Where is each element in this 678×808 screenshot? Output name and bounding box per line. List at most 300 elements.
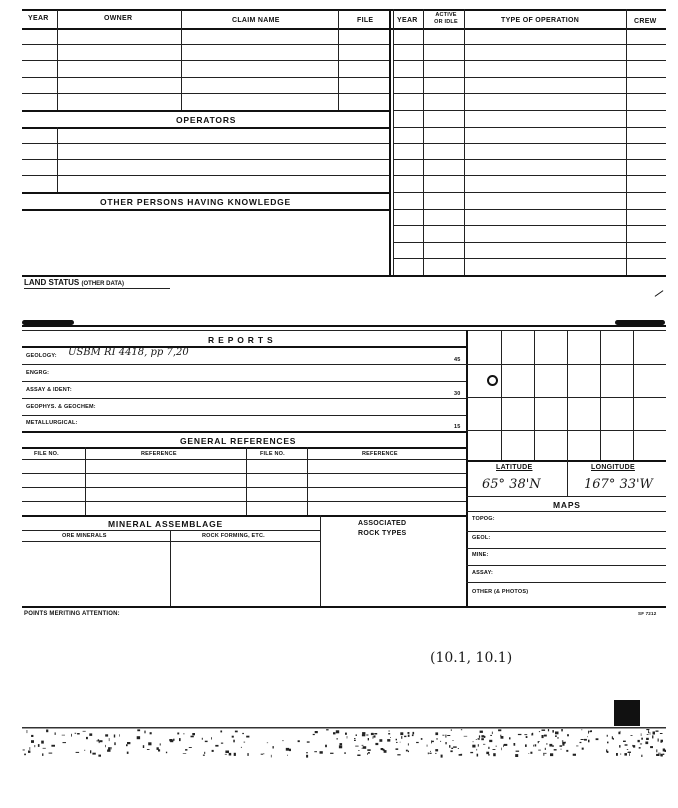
scan-noise-dot [640,744,642,745]
scan-noise-dot [650,732,651,735]
scan-noise-dot [127,742,130,744]
scan-noise-dot [86,737,88,739]
scan-noise-dot [538,741,540,742]
scan-noise-dot [449,745,450,748]
scan-noise-dot [232,736,234,738]
scan-noise-dot [567,734,569,736]
location-marker-icon [487,375,498,386]
scan-noise-dot [408,751,409,753]
scan-noise-dot [77,733,80,735]
scan-noise-dot [358,750,359,751]
scan-noise-dot [526,736,528,738]
scan-noise-dot [345,733,347,735]
scan-noise-dot [28,751,30,753]
scan-noise-dot [340,743,343,745]
scan-noise-dot [555,735,557,737]
scan-noise-dot [401,736,402,739]
scan-noise-dot [413,732,415,734]
scan-noise-dot [137,736,140,739]
scan-noise-dot [354,740,356,741]
scan-noise-dot [412,735,414,737]
scan-noise-dot [390,737,391,738]
scan-noise-dot [396,739,397,741]
maps-row-mine: MINE: [472,552,489,558]
scan-noise-dot [158,749,160,751]
scan-noise-dot [459,754,462,756]
scan-noise-dot [320,751,323,754]
scan-noise-dot [98,739,99,741]
scan-noise-dot [451,729,452,730]
scan-noise-dot [645,742,648,745]
scan-noise-dot [430,751,431,752]
scan-noise-dot [498,729,501,731]
scan-noise-dot [229,753,232,756]
col-ore-minerals: ORE MINERALS [62,533,107,539]
col-rock-forming: ROCK FORMING, ETC. [202,533,265,539]
scan-noise-dot [183,733,184,734]
scan-noise-dot [286,748,289,751]
scan-noise-dot [616,753,618,756]
scan-noise-dot [114,742,115,745]
scan-noise-dot [408,732,410,734]
scan-noise-dot [516,751,520,752]
scan-noise-dot [543,753,547,754]
scan-noise-dot [547,743,548,745]
scan-noise-dot [542,735,544,738]
scan-noise-dot [588,740,590,743]
scan-noise-dot [509,737,511,739]
scan-noise-dot [212,750,214,752]
scan-noise-dot [441,755,443,758]
scan-noise-dot [533,745,534,747]
scan-noise-dot [406,750,408,752]
scan-noise-dot [287,755,288,756]
scan-noise-dot [31,735,33,737]
scan-noise-dot [51,745,55,747]
scan-noise-dot [241,747,242,748]
other-persons-heading: OTHER PERSONS HAVING KNOWLEDGE [100,197,292,207]
maps-row-assay: ASSAY: [472,570,494,576]
scan-noise-dot [220,731,222,733]
scan-noise-dot [90,750,91,753]
scan-noise-strip [22,725,666,770]
scan-noise-dot [514,743,516,746]
scan-noise-dot [632,745,633,747]
maps-title: MAPS [553,500,581,510]
scan-noise-dot [566,750,568,752]
scan-noise-dot [554,749,557,750]
scan-noise-dot [542,730,546,731]
scan-noise-dot [532,733,533,736]
maps-row-geol: GEOL: [472,535,491,541]
scan-noise-dot [641,738,643,740]
scan-noise-dot [458,748,459,749]
latitude-label: LATITUDE [496,464,533,471]
scan-noise-dot [552,730,554,733]
scan-noise-dot [31,740,34,743]
report-code: 30 [454,391,461,397]
scan-noise-dot [105,734,108,736]
scan-noise-dot [544,735,547,737]
scan-noise-dot [389,733,390,734]
scan-noise-dot [315,731,318,733]
scan-noise-dot [166,752,167,754]
scan-noise-dot [653,732,656,735]
scan-noise-dot [504,744,507,746]
scan-noise-dot [83,731,86,732]
scan-noise-dot [148,742,151,745]
mineral-assemblage-title: MINERAL ASSEMBLAGE [108,519,223,529]
scan-noise-dot [247,753,248,756]
scan-noise-dot [119,734,120,736]
scan-noise-dot [538,750,541,751]
col-reference-1: REFERENCE [141,451,177,457]
scan-noise-dot [107,750,110,752]
scan-noise-dot [205,741,208,742]
scan-noise-dot [368,752,370,754]
scan-noise-dot [627,752,630,753]
scan-noise-dot [493,753,496,756]
scan-noise-dot [289,749,291,751]
scan-noise-dot [641,755,642,757]
scan-noise-dot [367,749,370,751]
scan-noise-dot [362,745,364,746]
form-code: SF 7212 [638,611,657,616]
scan-noise-dot [584,739,587,741]
scan-noise-dot [408,743,409,745]
scan-noise-dot [30,747,31,750]
scan-noise-dot [246,736,249,738]
scan-noise-dot [63,742,67,743]
scan-noise-dot [387,739,390,742]
col-reference-2: REFERENCE [362,451,398,457]
scan-noise-dot [307,741,310,742]
scan-noise-dot [46,730,48,733]
scan-noise-dot [396,748,399,750]
scan-noise-dot [34,745,35,747]
scan-noise-dot [108,747,110,750]
scan-noise-dot [429,753,431,754]
scan-noise-dot [483,744,485,745]
scan-noise-dot [479,735,480,737]
report-code: 15 [454,424,461,430]
scan-noise-dot [573,754,576,756]
scan-noise-dot [515,754,518,757]
scan-noise-dot [619,745,620,748]
scan-noise-dot [225,751,229,754]
scan-noise-dot [461,729,462,730]
scan-noise-dot [486,752,489,754]
scan-noise-dot [42,753,43,756]
scan-noise-dot [431,740,432,743]
scan-noise-dot [215,745,218,747]
scan-noise-dot [379,739,382,742]
scan-noise-dot [525,744,527,747]
associated-rock-types-2: ROCK TYPES [358,530,407,537]
scan-noise-dot [114,735,115,738]
reports-title: R E P O R T S [208,335,274,345]
scan-noise-dot [524,734,527,735]
scan-noise-dot [587,737,588,738]
scan-noise-dot [242,733,244,734]
scan-noise-dot [306,755,308,758]
scan-noise-dot [144,731,145,734]
scan-noise-dot [549,744,552,747]
scan-noise-dot [440,741,441,742]
scan-noise-dot [476,749,477,751]
report-label-geophys: GEOPHYS. & GEOCHEM: [26,404,96,410]
maps-row-topog: TOPOG: [472,516,495,522]
scan-noise-dot [375,743,378,745]
scan-noise-dot [337,738,338,739]
scan-noise-dot [660,733,663,734]
scan-noise-dot [62,735,65,736]
scan-noise-dot [374,735,376,737]
header-sep [338,10,339,28]
scan-noise-dot [560,745,563,747]
general-references-title: GENERAL REFERENCES [180,436,297,446]
scan-noise-dot [618,732,620,735]
scan-noise-dot [464,736,468,737]
scan-noise-dot [98,755,101,757]
scan-noise-dot [473,741,474,742]
scan-noise-dot [354,738,356,739]
scan-noise-dot [421,738,423,740]
scan-noise-dot [452,740,453,741]
scan-noise-dot [561,729,563,731]
associated-rock-types-1: ASSOCIATED [358,520,407,527]
col-type-of-operation-header: TYPE OF OPERATION [501,17,580,24]
scan-noise-dot [607,742,609,744]
scan-noise-dot [493,749,496,750]
scan-noise-dot [656,749,657,752]
scan-noise-dot [362,748,363,749]
col-active-header-1: ACTIVE [435,12,457,18]
scan-noise-dot [397,754,400,755]
scan-noise-dot [435,732,438,735]
land-status-underline [24,288,170,289]
scan-noise-dot [435,749,438,751]
scan-noise-dot [191,736,194,738]
scan-noise-dot [478,738,480,740]
scan-noise-dot [450,750,452,752]
scan-noise-dot [49,753,53,754]
scan-noise-dot [89,733,92,736]
scan-noise-dot [344,752,345,754]
scan-noise-dot [501,748,502,751]
col-file-no-1: FILE NO. [34,451,59,457]
scan-noise-dot [75,733,77,734]
scan-noise-dot [408,735,410,737]
scan-noise-dot [629,753,630,756]
scan-noise-dot [606,749,607,752]
scan-noise-dot [531,733,532,735]
scan-noise-dot [552,745,553,747]
scan-noise-dot [355,746,358,747]
scan-noise-dot [470,752,473,753]
scan-noise-dot [267,743,268,744]
report-label-geology: GEOLOGY: [26,353,57,359]
scan-noise-dot [203,755,205,756]
scan-noise-dot [646,738,649,740]
scan-noise-dot [488,754,489,756]
scan-noise-dot [313,734,315,735]
land-status-label: LAND STATUS (OTHER DATA) [24,278,124,287]
scan-noise-dot [545,748,546,750]
scan-noise-dot [480,731,483,733]
coordinates-note: (10.1, 10.1) [430,650,513,666]
scan-noise-dot [481,735,484,737]
scan-noise-dot [362,732,365,734]
scan-noise-dot [23,750,25,751]
scan-noise-dot [607,735,608,737]
scan-noise-dot [500,735,501,737]
scan-noise-dot [484,736,485,738]
scan-noise-dot [147,749,150,750]
scan-noise-dot [314,751,317,752]
scan-noise-dot [261,754,263,755]
scan-noise-dot [647,734,649,735]
scan-noise-dot [557,738,559,739]
header-bottom-rule [22,28,666,30]
scan-noise-dot [580,742,582,743]
scan-noise-dot [179,738,181,741]
scan-noise-dot [435,753,436,754]
scan-noise-dot [539,731,540,732]
scan-noise-dot [235,731,238,733]
header-top-rule [22,9,666,11]
scan-noise-dot [518,734,522,735]
scan-noise-dot [137,729,140,731]
scan-noise-dot [127,752,129,754]
scan-noise-dot [330,753,333,754]
scan-noise-dot [663,754,665,755]
scan-noise-dot [428,753,429,755]
scan-noise-dot [613,738,614,740]
scan-noise-dot [432,741,434,742]
scan-noise-dot [661,754,663,757]
scan-noise-dot [366,735,368,736]
scan-noise-dot [177,733,179,735]
scan-noise-dot [109,738,110,741]
scan-noise-dot [273,746,274,748]
scan-noise-dot [445,735,446,738]
scan-noise-dot [389,731,390,732]
scan-noise-dot [333,732,336,734]
col-year-header: YEAR [28,15,49,22]
scan-noise-dot [357,755,360,757]
scan-noise-dot [436,739,438,740]
scan-noise-dot [192,733,195,735]
report-code: 45 [454,357,461,363]
scan-noise-dot [590,730,592,732]
scan-noise-dot [371,733,373,735]
operators-heading: OPERATORS [176,115,237,125]
scan-noise-dot [656,754,659,756]
col-file-no-2: FILE NO. [260,451,285,457]
scan-noise-dot [225,754,227,755]
report-value-geology: USBM RI 4418, pp 7,20 [68,347,189,358]
scan-noise-dot [625,744,628,745]
scan-noise-dot [633,745,635,748]
scan-noise-dot [347,736,348,739]
scan-noise-dot [492,732,493,735]
scan-noise-dot [596,738,599,740]
scan-noise-dot [562,740,563,741]
scan-noise-dot [638,740,640,742]
scan-noise-dot [170,740,173,742]
scan-noise-dot [271,755,272,758]
scan-noise-dot [581,739,584,740]
scan-noise-dot [362,734,365,736]
report-label-engrg: ENGRG: [26,370,50,376]
scan-noise-dot [658,753,661,754]
scan-noise-dot [211,737,212,739]
scan-noise-dot [204,752,205,754]
scan-noise-dot [447,735,450,736]
scan-noise-dot [367,753,368,755]
scan-block [614,700,640,726]
scan-noise-dot [282,740,283,741]
scan-noise-dot [621,753,622,755]
scan-noise-dot [582,729,583,730]
scan-noise-dot [478,744,479,746]
scan-noise-dot [665,750,667,752]
scan-noise-dot [550,753,553,756]
scan-noise-dot [451,748,453,749]
scan-noise-dot [641,733,642,736]
scan-noise-dot [233,740,235,743]
scan-noise-dot [496,746,497,747]
scan-noise-dot [404,736,406,737]
scan-noise-dot [160,743,161,745]
scan-noise-dot [650,746,653,748]
scan-noise-dot [185,749,187,751]
scan-noise-dot [336,730,339,733]
scan-noise-dot [92,753,95,755]
scan-noise-dot [555,732,559,735]
scan-noise-dot [373,736,374,739]
scan-noise-dot [560,749,562,750]
scan-noise-dot [27,730,28,733]
pen-mark [655,290,664,297]
col-claim-name-header: CLAIM NAME [232,17,280,24]
scan-noise-dot [221,743,223,744]
scan-noise-dot [661,740,664,742]
scan-noise-dot [453,746,457,747]
scan-noise-dot [99,740,102,742]
scan-noise-dot [481,738,484,740]
scan-noise-dot [326,729,329,730]
scan-noise-dot [363,746,367,749]
scan-noise-dot [624,753,627,756]
scan-noise-dot [631,735,633,736]
scan-noise-dot [183,753,186,754]
scan-noise-dot [71,734,72,737]
scan-noise-dot [126,744,128,746]
header-sep [181,10,182,28]
scan-noise-dot [530,752,532,754]
scan-noise-dot [55,732,56,735]
scan-noise-dot [339,745,342,748]
col-owner-header: OWNER [104,15,133,22]
scan-noise-dot [490,735,492,736]
scan-noise-dot [105,745,106,747]
scan-noise-dot [111,747,112,749]
scan-noise-dot [582,748,584,750]
report-label-metallurgical: METALLURGICAL: [26,420,78,426]
scan-noise-dot [562,743,564,746]
